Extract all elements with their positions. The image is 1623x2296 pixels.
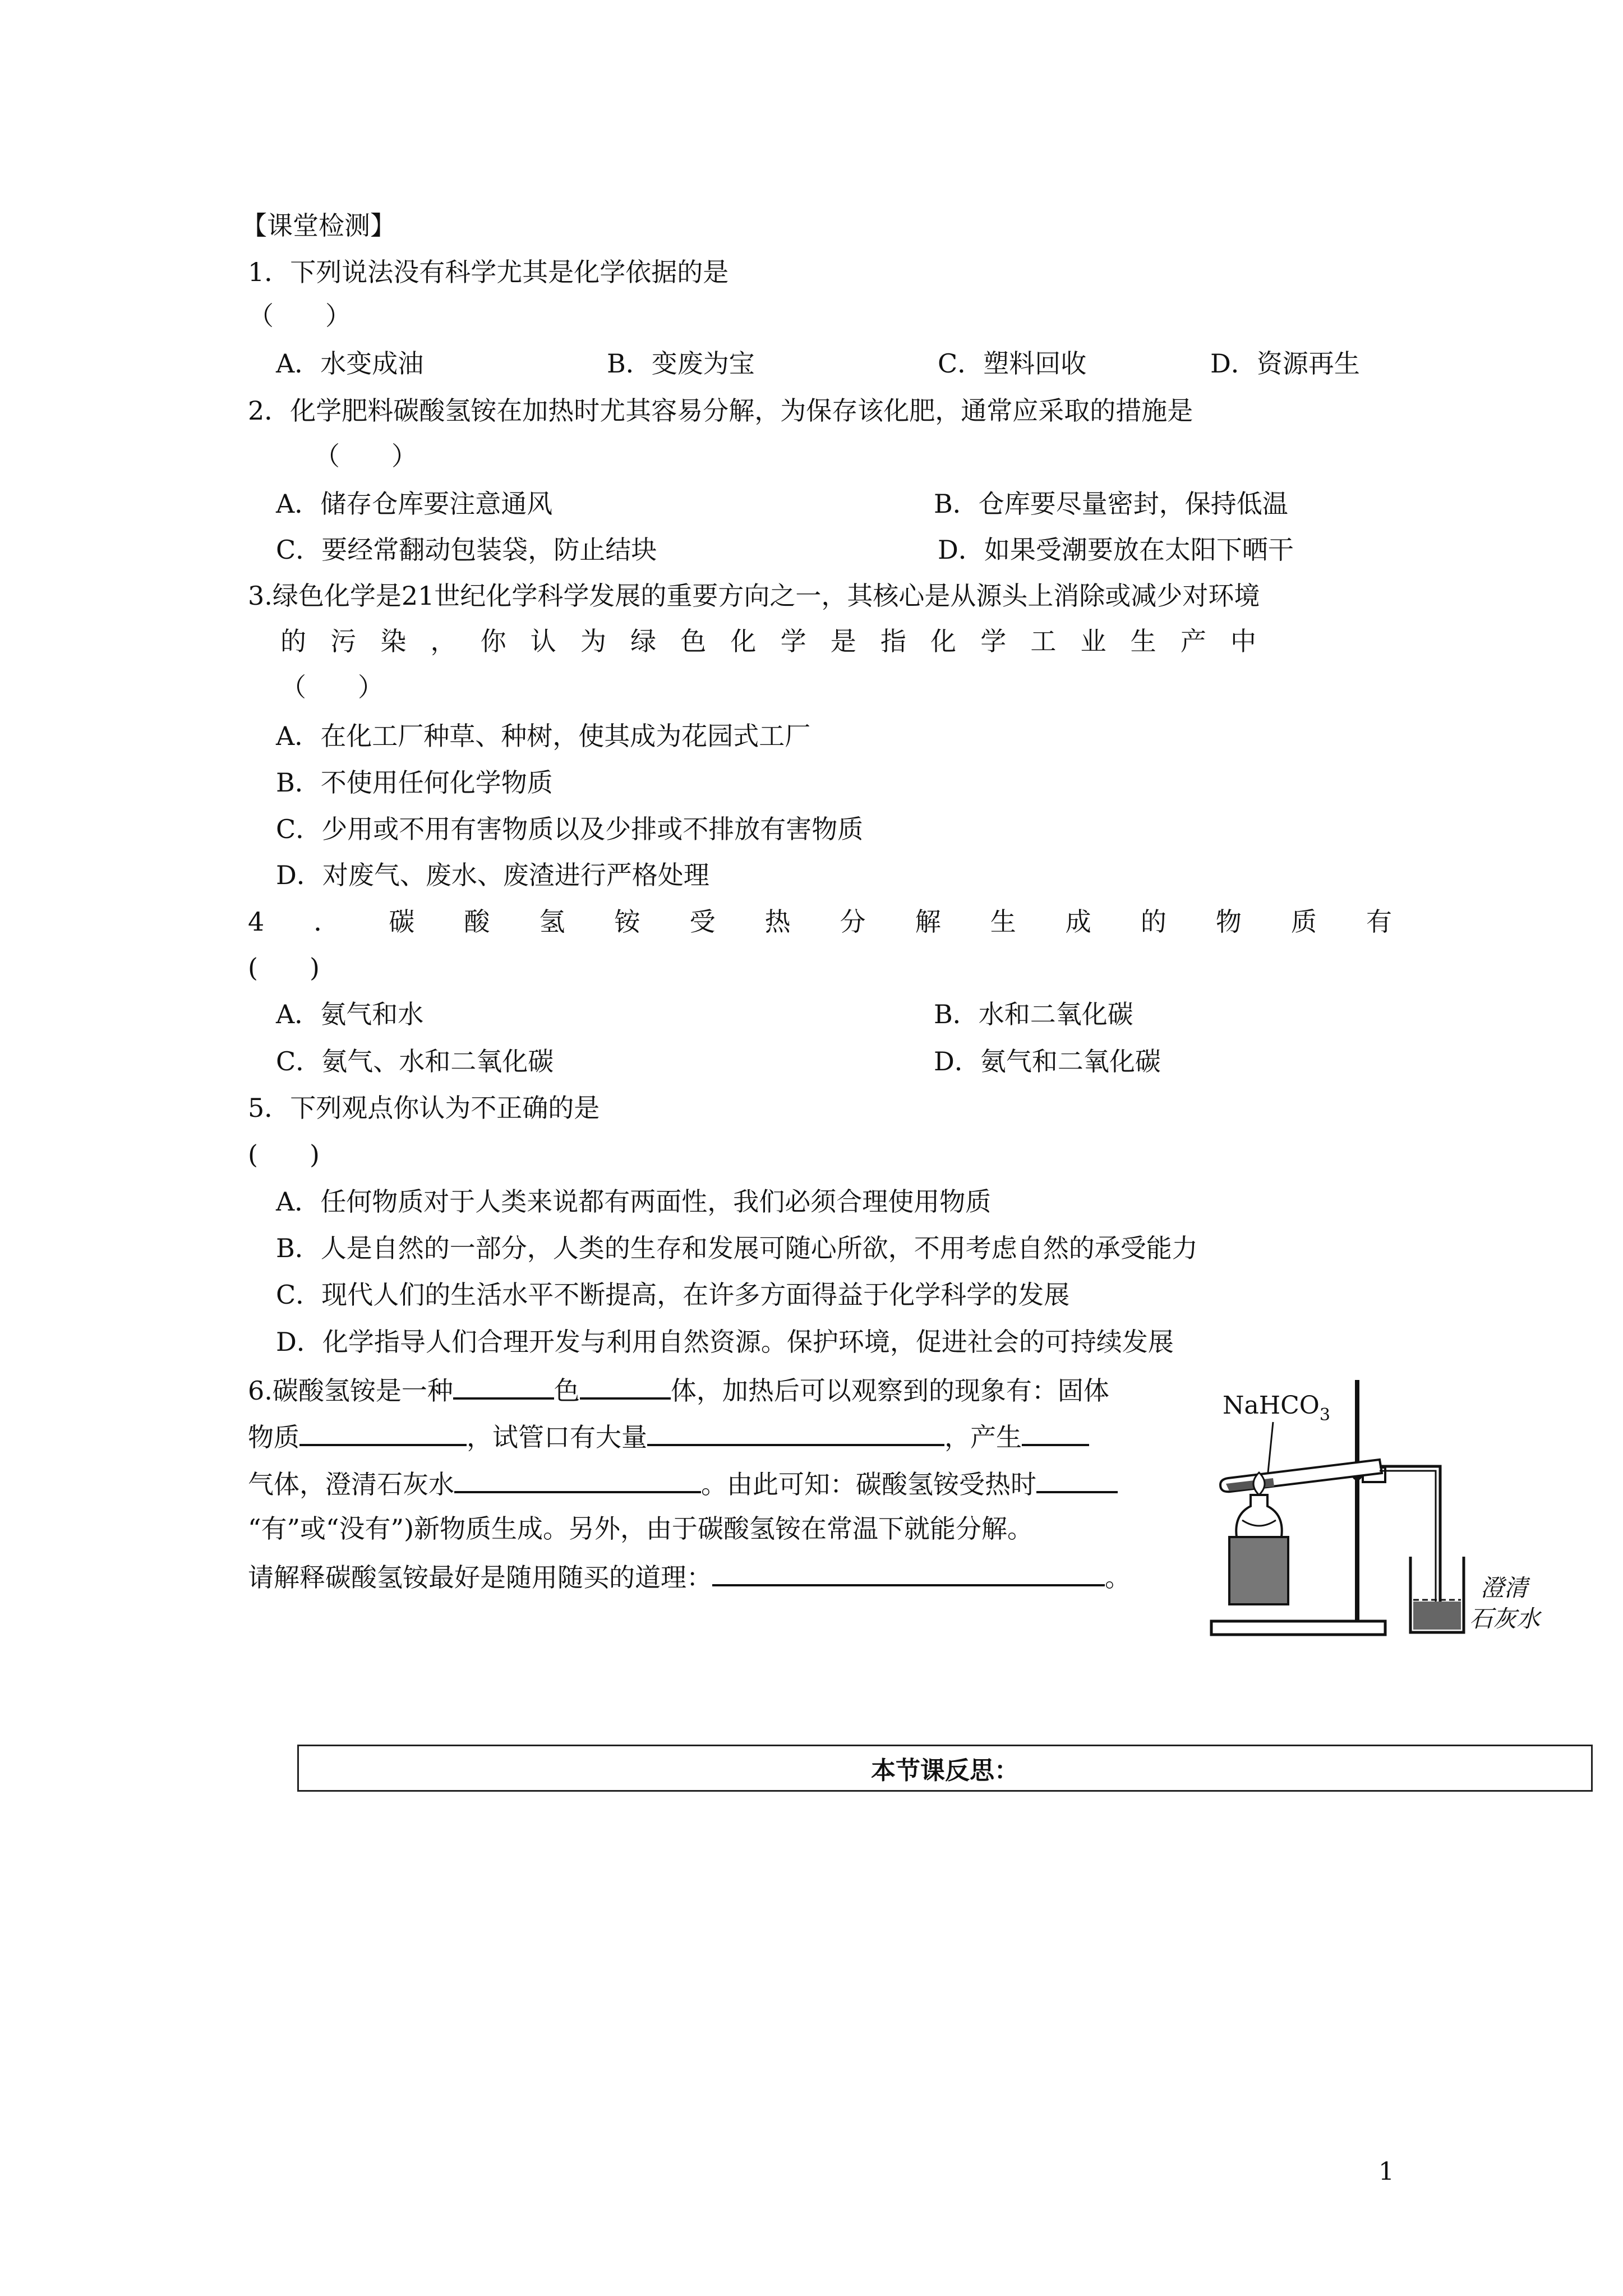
q3-stem-char: 中 (1230, 626, 1256, 656)
q3-stem-char: 学 (780, 626, 806, 656)
q3-stem-line2 (280, 624, 1256, 658)
q2-option-d: D．如果受潮要放在太阳下晒干 (938, 535, 1294, 565)
q3-stem-char: 产 (1180, 626, 1206, 656)
q3-stem-char: ， (430, 626, 457, 656)
q4-option-c: C．氨气、水和二氧化碳 (276, 1046, 554, 1076)
q2-option-a: A．储存仓库要注意通风 (276, 489, 553, 519)
beaker-icon (1410, 1557, 1464, 1632)
q6-text: 物质 (248, 1422, 299, 1452)
delivery-tube-inner-icon (1380, 1471, 1436, 1604)
q3-stem-char: 绿 (630, 626, 657, 656)
q4-stem-char: 氢 (539, 907, 565, 937)
reflection-title: 本节课反思： (871, 1756, 1019, 1785)
q3-stem-char: 化 (730, 626, 757, 656)
q4-stem-char: 碳 (389, 907, 415, 937)
q4-stem-char: 有 (1366, 907, 1392, 937)
q3-stem-char: 生 (1130, 626, 1156, 656)
q6-text: 。由此可知：碳酸氢铵受热时 (701, 1469, 1036, 1499)
q4-stem-char: 受 (689, 907, 716, 937)
q5-stem: 5．下列观点你认为不正确的是 (248, 1093, 600, 1123)
q3-stem: 3.绿色化学是21世纪化学科学发展的重要方向之一，其核心是从源头上消除或减少对环境 (248, 581, 1260, 611)
q1-option-b: B．变废为宝 (607, 348, 755, 379)
q3-answer-bracket: （ ） (280, 672, 384, 702)
q4-stem-char: 生 (990, 907, 1016, 937)
q4-stem-char: 解 (915, 907, 941, 937)
q3-stem-char: 化 (930, 626, 957, 656)
fill-blank-tube-mouth[interactable] (647, 1418, 944, 1446)
q2-option-b: B．仓库要尽量密封，保持低温 (934, 489, 1288, 519)
section-title: 【课堂检测】 (241, 210, 396, 241)
q6-text: 色 (554, 1375, 580, 1406)
q1-answer-bracket: （ ） (248, 301, 351, 331)
q3-option-c: C．少用或不用有害物质以及少排或不排放有害物质 (276, 814, 864, 844)
q4-stem-char: 酸 (464, 907, 490, 937)
q4-stem-char: ． (313, 907, 340, 937)
fill-blank-color[interactable] (453, 1372, 554, 1400)
q6-text: ，试管口有大量 (467, 1422, 647, 1452)
q4-stem-char: 热 (764, 907, 791, 937)
q2-answer-bracket: （ ） (314, 441, 417, 471)
q4-stem-char: 4 (248, 907, 265, 937)
q3-stem-char: 工 (1030, 626, 1057, 656)
fill-blank-gas[interactable] (1022, 1418, 1089, 1446)
q4-stem-char: 的 (1140, 907, 1166, 937)
q3-stem-char: 为 (580, 626, 606, 656)
q4-answer-bracket: ( ) (248, 953, 320, 983)
q3-stem-char: 你 (480, 626, 506, 656)
q6-line4: “有”或“没有”)新物质生成。另外，由于碳酸氢铵在常温下就能分解。 (248, 1513, 1034, 1544)
q4-option-b: B．水和二氧化碳 (934, 999, 1133, 1029)
q5-option-b: B．人是自然的一部分，人类的生存和发展可随心所欲，不用考虑自然的承受能力 (276, 1233, 1198, 1263)
q3-option-a: A．在化工厂种草、种树，使其成为花园式工厂 (276, 721, 811, 751)
q3-stem-char: 染 (380, 626, 407, 656)
q2-stem: 2．化学肥料碳酸氢铵在加热时尤其容易分解，为保存该化肥，通常应采取的措施是 (248, 395, 1193, 426)
fill-blank-reason[interactable] (712, 1558, 1105, 1586)
q6-line1 (248, 1372, 1109, 1407)
q3-option-b: B．不使用任何化学物质 (276, 767, 553, 798)
q5-option-d: D．化学指导人们合理开发与利用自然资源。保护环境，促进社会的可持续发展 (276, 1327, 1174, 1357)
q4-stem-char: 铵 (614, 907, 640, 937)
q4-stem (248, 905, 1392, 938)
q6-text: 。 (1105, 1562, 1131, 1593)
q6-text: 体，加热后可以观察到的现象有：固体 (670, 1375, 1109, 1406)
q4-option-d: D．氨气和二氧化碳 (934, 1046, 1161, 1076)
limewater-label-line2: 石灰水 (1469, 1605, 1541, 1632)
page-number: 1 (1378, 2157, 1394, 2186)
q6-text: 气体，澄清石灰水 (248, 1469, 454, 1499)
q1-option-d: D．资源再生 (1210, 348, 1360, 379)
q3-stem-char: 指 (880, 626, 906, 656)
q5-answer-bracket: ( ) (248, 1139, 320, 1170)
q4-stem-char: 分 (840, 907, 866, 937)
q5-option-a: A．任何物质对于人类来说都有两面性，我们必须合理使用物质 (276, 1186, 992, 1217)
q1-stem: 1．下列说法没有科学尤其是化学依据的是 (248, 257, 729, 287)
heating-apparatus-figure (1189, 1369, 1581, 1660)
q3-stem-char: 色 (680, 626, 707, 656)
q3-stem-char: 学 (980, 626, 1007, 656)
wooden-block-icon (1229, 1537, 1288, 1604)
fill-blank-new-substance[interactable] (1036, 1465, 1118, 1493)
q6-line2 (248, 1418, 1089, 1454)
formula-pointer (1267, 1422, 1273, 1478)
formula-label: NaHCO$_3$ (1223, 1391, 1330, 1425)
reflection-box (297, 1745, 1593, 1792)
q3-stem-char: 是 (830, 626, 856, 656)
fill-blank-limewater[interactable] (454, 1465, 701, 1493)
q3-stem-char: 认 (530, 626, 556, 656)
q4-option-a: A．氨气和水 (276, 999, 424, 1029)
q4-stem-char: 质 (1290, 907, 1317, 937)
q3-stem-char: 业 (1080, 626, 1106, 656)
q6-text: ，产生 (944, 1422, 1022, 1452)
q6-text: 6.碳酸氢铵是一种 (248, 1375, 453, 1406)
q3-option-d: D．对废气、废水、废渣进行严格处理 (276, 860, 709, 890)
fill-blank-solid-change[interactable] (299, 1418, 467, 1446)
fill-blank-state[interactable] (580, 1372, 671, 1400)
q6-line5 (248, 1558, 1131, 1594)
q4-stem-char: 物 (1215, 907, 1242, 937)
q6-line3 (248, 1465, 1118, 1501)
q2-option-c: C．要经常翻动包装袋，防止结块 (276, 535, 657, 565)
q6-text: 请解释碳酸氢铵最好是随用随买的道理： (248, 1562, 712, 1593)
q1-option-c: C．塑料回收 (938, 348, 1087, 379)
q1-option-a: A．水变成油 (276, 348, 424, 379)
q3-stem-char: 的 (280, 626, 306, 656)
q5-option-c: C．现代人们的生活水平不断提高，在许多方面得益于化学科学的发展 (276, 1280, 1070, 1310)
limewater-label-line1: 澄清 (1481, 1574, 1528, 1602)
q4-stem-char: 成 (1065, 907, 1091, 937)
q3-stem-char: 污 (330, 626, 357, 656)
